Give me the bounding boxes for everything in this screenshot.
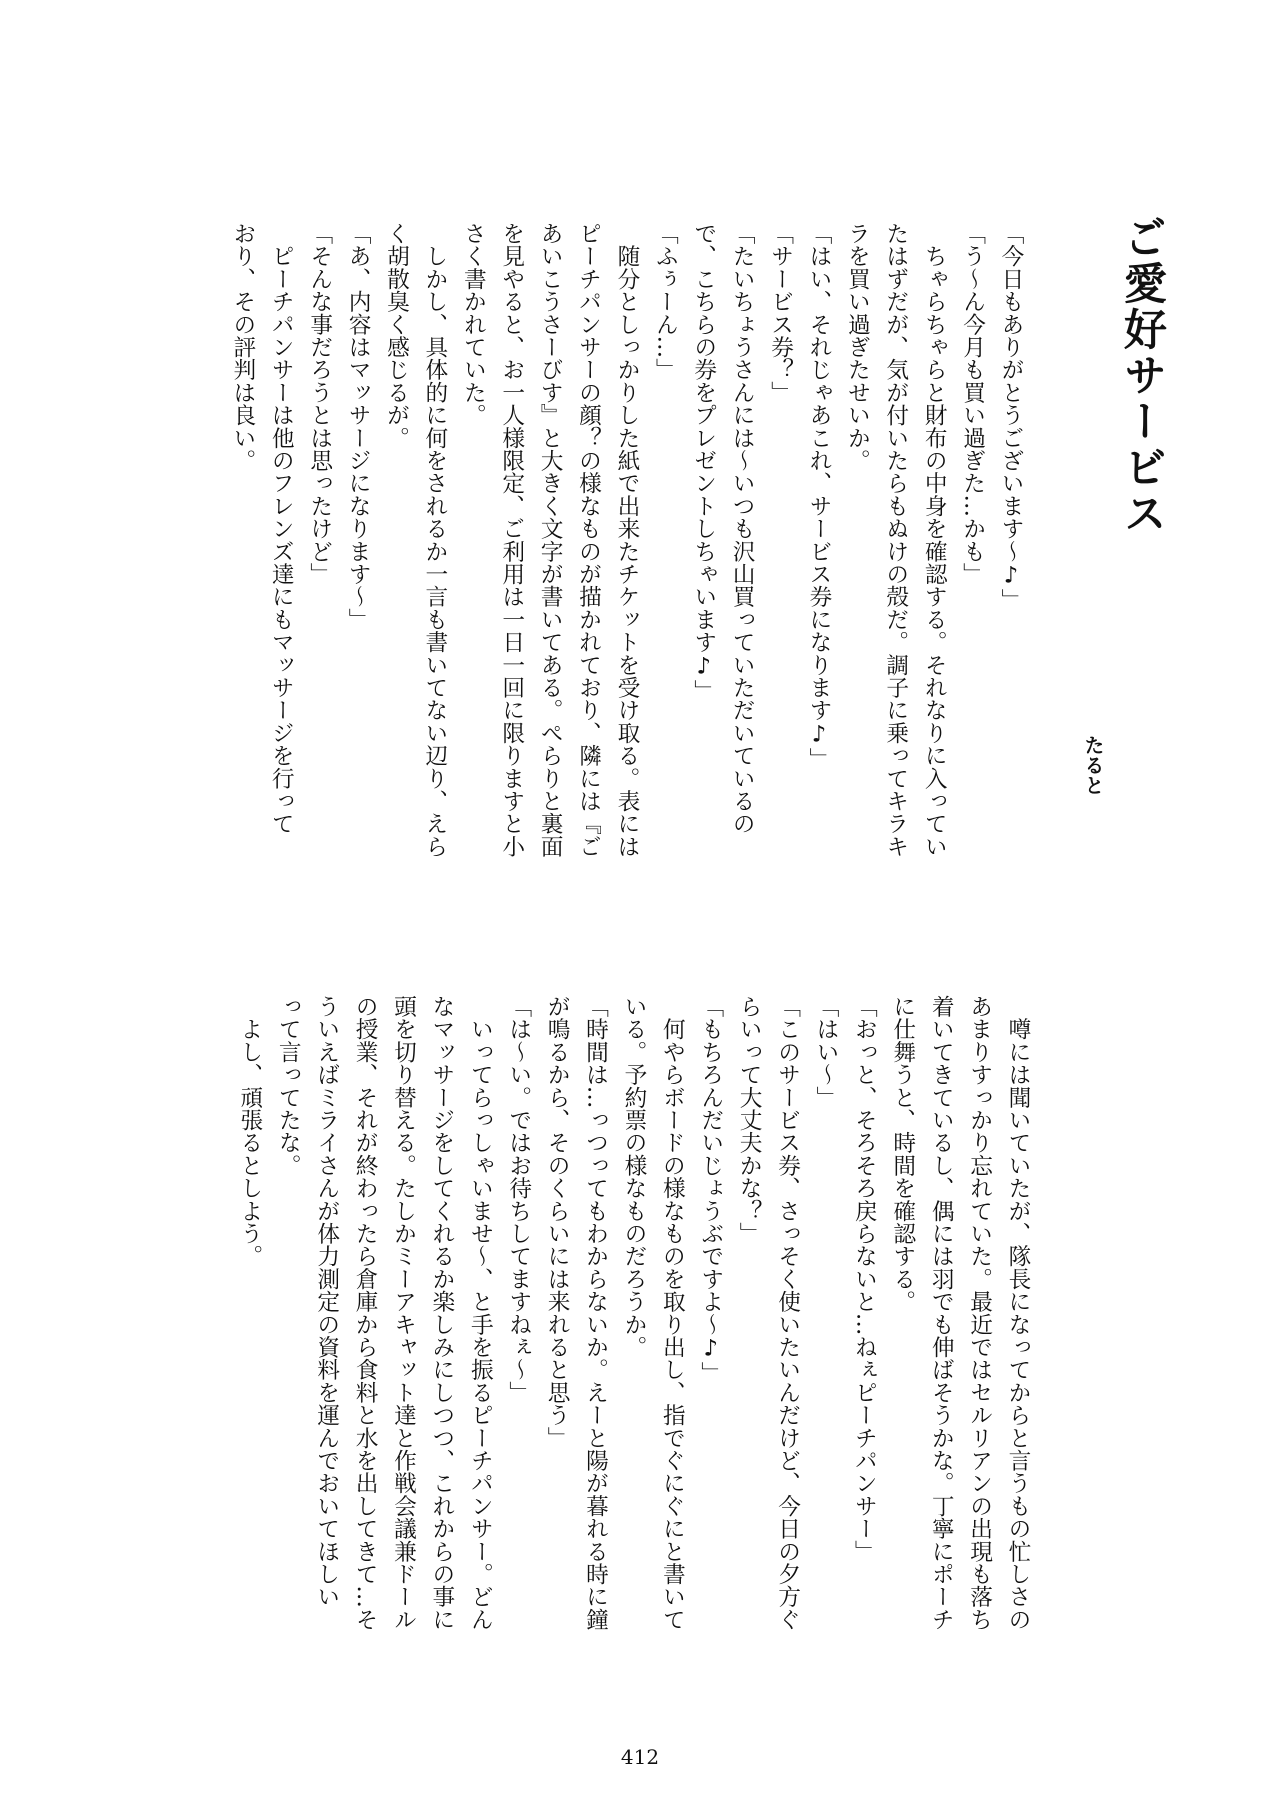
text-line: 「そんな事だろうとは思ったけど」 xyxy=(306,222,333,586)
text-line: 「はい、それじゃあこれ、サービス券になります♪」 xyxy=(805,222,832,771)
lower-text-block xyxy=(137,995,1037,1715)
text-line: ピーチパンサーは他のフレンズ達にもマッサージを行って xyxy=(268,222,295,835)
text-line: で、こちらの券をプレゼントしちゃいます♪」 xyxy=(690,222,717,702)
text-line: あまりすっかり忘れていた。最近ではセルリアンの出現も落ち xyxy=(966,995,993,1631)
text-line: の授業、それが終わったら倉庫から食料と水を出してきて…そ xyxy=(352,995,379,1631)
author-name: たると xyxy=(1081,735,1105,795)
text-line: く胡散臭く感じるが。 xyxy=(383,222,410,449)
text-line: あいこうさーびす』と大きく文字が書いてある。ぺらりと裏面 xyxy=(537,222,564,858)
text-line: らいって大丈夫かな？」 xyxy=(736,995,763,1245)
text-line: 噂には聞いていたが、隊長になってからと言うもの忙しさの xyxy=(1005,995,1031,1631)
text-line: 「サービス券？」 xyxy=(767,222,794,404)
text-line: ちゃらちゃらと財布の中身を確認する。それなりに入ってい xyxy=(921,222,948,858)
text-line: よし、頑張るとしよう。 xyxy=(236,995,263,1268)
text-line: 「おっと、そろそろ戻らないと…ねぇピーチパンサー」 xyxy=(851,995,878,1563)
text-line: なマッサージをしてくれるか楽しみにしつつ、これからの事に xyxy=(428,995,455,1631)
text-line: が鳴るから、そのくらいには来れると思う」 xyxy=(544,995,571,1449)
text-line: 「はい〜」 xyxy=(812,995,839,1109)
text-line: たはずだが、気が付いたらもぬけの殻だ。調子に乗ってキラキ xyxy=(882,222,909,858)
text-line: 「たいちょうさんには〜いつも沢山買っていただいているの xyxy=(729,222,756,835)
text-line: ピーチパンサーの顔？の様なものが描かれており、隣には『ご xyxy=(575,222,602,858)
text-line: 「もちろんだいじょうぶですよ〜♪」 xyxy=(697,995,724,1385)
text-line: を見やると、お一人様限定、ご利用は一日一回に限りますと小 xyxy=(498,222,525,858)
text-line: 頭を切り替える。たしかミーアキャット達と作戦会議兼ドール xyxy=(390,995,417,1631)
text-line: おり、その評判は良い。 xyxy=(229,222,256,472)
story-title: ご愛好サービス xyxy=(1117,215,1167,537)
text-line: 「あ、内容はマッサージになります〜」 xyxy=(345,222,372,631)
text-line: に仕舞うと、時間を確認する。 xyxy=(889,995,916,1313)
text-line: いる。予約票の様なものだろうか。 xyxy=(620,995,647,1359)
text-line: さく書かれていた。 xyxy=(460,222,487,427)
text-line: 「今日もありがとうございます〜♪」 xyxy=(998,222,1024,612)
text-line: 「このサービス券、さっそく使いたいんだけど、今日の夕方ぐ xyxy=(774,995,801,1631)
text-line: しかし、具体的に何をされるか一言も書いてない辺り、えら xyxy=(421,222,448,858)
text-line: 着いてきているし、偶には羽でも伸ばそうかな。丁寧にポーチ xyxy=(928,995,955,1631)
upper-text-block xyxy=(130,222,1030,942)
text-line: 「う〜ん今月も買い過ぎた…かも」 xyxy=(959,222,986,586)
text-line: 「は〜い。ではお待ちしてますねぇ〜」 xyxy=(505,995,532,1404)
text-line: 随分としっかりした紙で出来たチケットを受け取る。表には xyxy=(613,222,640,858)
text-line: って言ってたな。 xyxy=(275,995,302,1177)
text-line: 「時間は…っつってもわからないか。えーと陽が暮れる時に鐘 xyxy=(582,995,609,1631)
text-line: ういえばミライさんが体力測定の資料を運んでおいてほしい xyxy=(313,995,340,1608)
text-line: ラを買い過ぎたせいか。 xyxy=(844,222,871,472)
text-line: いってらっしゃいませ〜、と手を振るピーチパンサー。どん xyxy=(467,995,494,1631)
title-block xyxy=(1075,215,1165,915)
text-line: 何やらボードの様なものを取り出し、指でぐにぐにと書いて xyxy=(659,995,686,1631)
page-number: 412 xyxy=(620,1745,660,1769)
text-line: 「ふぅーん…」 xyxy=(652,222,679,381)
